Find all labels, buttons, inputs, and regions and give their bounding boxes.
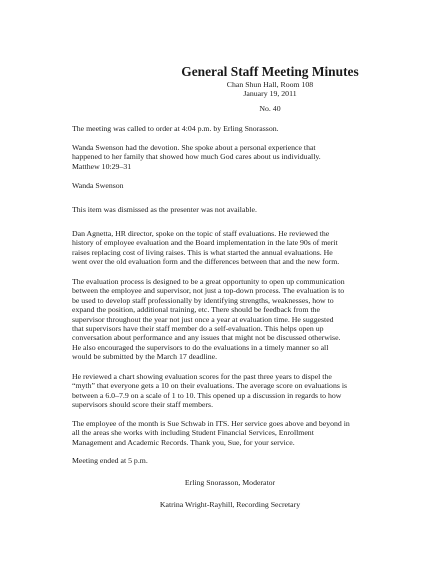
text-line: The evaluation process is designed to be a great opportunity to open up communication: [72, 277, 345, 286]
text-line: Wanda Swenson: [72, 181, 124, 190]
text-line: He reviewed a chart showing evaluation scores for the past three years to dispel the: [72, 372, 332, 381]
text-line: expand the position, additional training, etc. There should be feedback from the: [72, 305, 320, 315]
text-line: happened to her family that showed how much God cares about us individually.: [72, 152, 321, 162]
paragraph-employee-of-month: [72, 419, 377, 447]
text-line: conversation about performance and any issues that might not be discussed otherwise.: [72, 333, 341, 343]
text-line: Meeting ended at 5 p.m.: [72, 456, 148, 465]
meeting-location: Chan Shun Hall, Room 108: [226, 80, 314, 89]
text-line: The employee of the month is Sue Schwab in ITS. Her service goes above and beyond in: [72, 419, 350, 428]
text-line: He also encouraged the supervisors to do the evaluations in a timely manner so all: [72, 342, 329, 352]
paragraph-presenter: [72, 181, 377, 190]
text-line: be used to develop staff professionally by identifying strengths, weaknesses, how to: [72, 295, 334, 305]
text-line: The meeting was called to order at 4:04 p.m. by Erling Snorasson.: [72, 124, 279, 133]
text-line: “myth” that everyone gets a 10 on their evaluations. The average score on evaluations is: [72, 381, 348, 391]
text-line: that supervisors have their staff member do a self-evaluation. This helps open up: [72, 324, 324, 334]
text-line: raises replacing cost of living raises. This is what started the annual evaluations. He: [72, 247, 333, 257]
moderator-signature: Erling Snorasson, Moderator: [184, 478, 276, 487]
paragraph-devotion: [72, 143, 377, 171]
text-line: Wanda Swenson had the devotion. She spoke about a personal experience that: [72, 143, 316, 152]
text-line: supervisors should score their staff members.: [72, 400, 214, 410]
text-line: Management and Academic Records. Thank you, Sue, for your service.: [72, 437, 295, 447]
minutes-number: No. 40: [259, 104, 281, 113]
paragraph-evaluation-process: [72, 277, 377, 362]
text-line: history of employee evaluation and the Board implementation in the late 90s of merit: [72, 238, 338, 248]
paragraph-hr-intro: [72, 229, 377, 267]
paragraph-call-to-order: [72, 124, 377, 133]
text-line: went over the old evaluation form and the differences between that and the new form.: [72, 257, 340, 267]
page-title: General Staff Meeting Minutes: [181, 64, 359, 79]
paragraph-chart-review: [72, 372, 377, 410]
paragraph-adjourn: [72, 456, 377, 465]
text-line: between a 6.0–7.9 on a scale of 1 to 10. This opened up a discussion in regards to how: [72, 390, 342, 400]
text-line: Matthew 10:29–31: [72, 161, 132, 171]
text-line: supervisor throughout the year not just once a year at evaluation time. He suggested: [72, 314, 334, 324]
text-line: Dan Agnetta, HR director, spoke on the topic of staff evaluations. He reviewed the: [72, 229, 330, 238]
text-line: This item was dismissed as the presenter was not available.: [72, 205, 257, 214]
meeting-date: January 19, 2011: [243, 89, 297, 98]
text-line: between the employee and supervisor, not just a top-down process. The evaluation is to: [72, 286, 345, 296]
secretary-signature: Katrina Wright-Rayhill, Recording Secretary: [159, 500, 301, 509]
text-line: all the areas she works with including Student Financial Services, Enrollment: [72, 428, 314, 438]
text-line: would be submitted by the March 17 deadline.: [72, 352, 218, 362]
paragraph-dismissed: [72, 205, 377, 214]
